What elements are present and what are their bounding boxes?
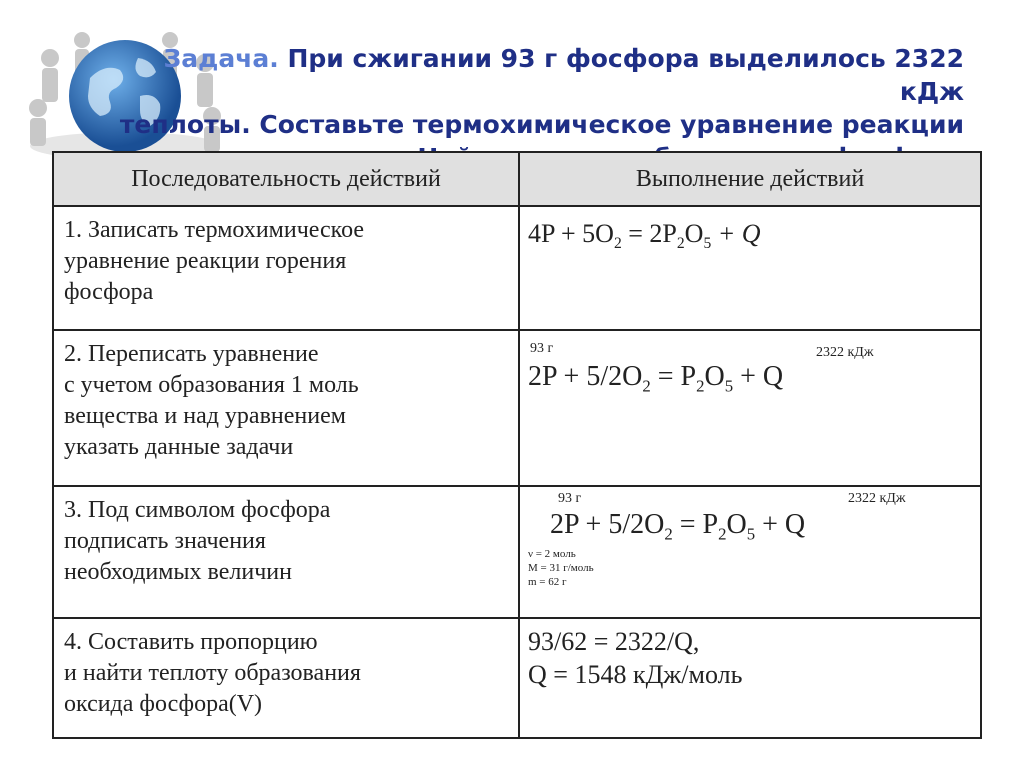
equation: $2P + 5/2O_2 = P_2O_5 + Q$	[528, 361, 784, 396]
step-line: 4. Составить пропорцию	[64, 629, 318, 655]
quantity-values	[528, 547, 594, 589]
amount-value: ν = 2 моль	[528, 548, 576, 560]
step-line: фосфора	[64, 279, 154, 305]
step-line: указать данные задачи	[64, 434, 294, 460]
mass-value: m = 62 г	[528, 576, 567, 588]
step-1-text	[53, 206, 519, 330]
proportion-solution	[528, 625, 742, 691]
step-line: 3. Под символом фосфора	[64, 497, 331, 523]
steps-table	[52, 151, 982, 739]
step-1-equation	[519, 206, 981, 330]
equation: $2P + 5/2O_2 = P_2O_5 + Q$	[550, 509, 806, 544]
table-row	[53, 206, 981, 330]
step-line: 2. Переписать уравнение	[64, 341, 319, 367]
heat-label: 2322 кДж	[816, 345, 874, 360]
step-line: оксида фосфора(V)	[64, 691, 263, 717]
step-line: вещества и над уравнением	[64, 403, 346, 429]
header-execution: Выполнение действий	[519, 152, 981, 206]
equation: $4P + 5O_2 = 2P_2O_5 + Q$	[528, 219, 761, 253]
step-3-text	[53, 486, 519, 618]
answer-line: Q = 1548 кДж/моль	[528, 660, 743, 689]
molar-mass-value: M = 31 г/моль	[528, 562, 594, 574]
step-2-equation	[519, 330, 981, 486]
heat-label: 2322 кДж	[848, 491, 906, 506]
mass-label: 93 г	[530, 341, 554, 356]
task-prefix: Задача.	[163, 44, 279, 73]
table-row	[53, 330, 981, 486]
table-row	[53, 486, 981, 618]
table-header-row	[53, 152, 981, 206]
step-line: необходимых величин	[64, 559, 292, 585]
step-3-equation	[519, 486, 981, 618]
header-sequence: Последовательность действий	[53, 152, 519, 206]
step-line: с учетом образования 1 моль	[64, 372, 359, 398]
step-line: подписать значения	[64, 528, 266, 554]
task-title-line2: теплоты. Составьте термохимическое уравнение реакции	[119, 110, 964, 139]
step-line: 1. Записать термохимическое	[64, 217, 365, 243]
step-2-text	[53, 330, 519, 486]
step-4-answer	[519, 618, 981, 738]
table-row	[53, 618, 981, 738]
step-line: и найти теплоту образования	[64, 660, 361, 686]
task-title-line1: При сжигании 93 г фосфора выделилось 2322 кДж	[278, 44, 964, 106]
mass-label: 93 г	[558, 491, 582, 506]
step-line: уравнение реакции горения	[64, 248, 347, 274]
step-4-text	[53, 618, 519, 738]
proportion-line: 93/62 = 2322/Q,	[528, 627, 700, 656]
